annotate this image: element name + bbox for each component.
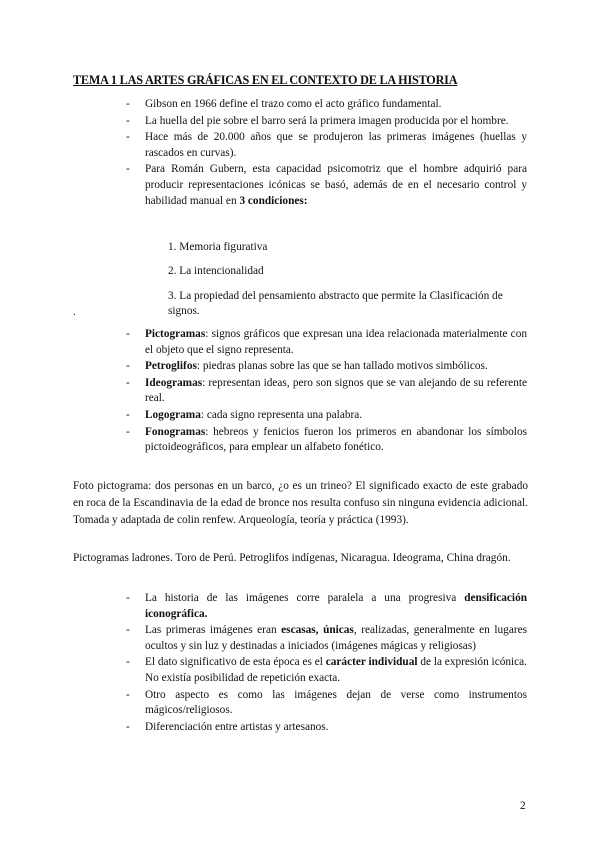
list-item: - La huella del pie sobre el barro será la primera imagen producida por el hombre. [126, 114, 527, 130]
photo-caption-paragraph: Foto pictograma: dos personas en un barco, ¿o es un trineo? El significado exacto de este grabado en roca de la Escandinavia de la edad de bronce nos resulta confuso sin ninguna evidencia adicional. Tomada y adaptada de colin renfew. Arqueología, teoría y práctica (1993). [73, 480, 528, 526]
conditions-list [168, 240, 528, 320]
list-item: 2. La intencionalidad [168, 265, 264, 278]
list-item: - Ideogramas: representan ideas, pero son signos que se van alejando de su referente real. [126, 376, 527, 407]
list-item: - Las primeras imágenes eran escasas, únicas, realizadas, generalmente en lugares ocultos y sin luz y destinadas a iniciados (imágenes mágicas y religiosas) [126, 623, 527, 654]
page-number: 2 [520, 800, 526, 812]
history-list [126, 591, 527, 736]
list-item: - La historia de las imágenes corre paralela a una progresiva densificación iconográfica. [126, 591, 527, 622]
list-item: - Otro aspecto es como las imágenes dejan de verse como instrumentos mágicos/religiosos. [126, 688, 527, 719]
list-item: - Para Román Gubern, esta capacidad psicomotriz que el hombre adquirió para producir representaciones icónicas se basó, además de en el necesario control y habilidad manual en 3 condiciones: [126, 162, 527, 209]
intro-list [126, 97, 527, 210]
page-title: TEMA 1 LAS ARTES GRÁFICAS EN EL CONTEXTO DE LA HISTORIA [73, 73, 458, 87]
sign-types-list [126, 327, 527, 457]
list-item: - Petroglifos: piedras planas sobre las que se han tallado motivos simbólicos. [126, 359, 527, 375]
list-item: - Pictogramas: signos gráficos que expresan una idea relacionada materialmente con el objeto que el signo representa. [126, 327, 527, 358]
list-item: 1. Memoria figurativa [168, 241, 268, 253]
list-item: - El dato significativo de esta época es el carácter individual de la expresión icónica. No existía posibilidad de repetición exacta. [126, 655, 527, 686]
list-item: 3. La propiedad del pensamiento abstracto que permite la Clasificación de signos. [168, 289, 503, 318]
list-item: - Logograma: cada signo representa una palabra. [126, 408, 527, 424]
stray-mark: . [73, 306, 76, 318]
list-item: - Fonogramas: hebreos y fenicios fueron los primeros en abandonar los símbolos pictoideográficos, para emplear un alfabeto fonético. [126, 425, 527, 456]
list-item: - Diferenciación entre artistas y artesanos. [126, 720, 527, 736]
list-item: - Gibson en 1966 define el trazo como el acto gráfico fundamental. [126, 97, 527, 113]
list-item: - Hace más de 20.000 años que se produjeron las primeras imágenes (huellas y rascados en curvas). [126, 130, 527, 161]
examples-paragraph: Pictogramas ladrones. Toro de Perú. Petroglifos indígenas, Nicaragua. Ideograma, China dragón. [73, 552, 511, 564]
